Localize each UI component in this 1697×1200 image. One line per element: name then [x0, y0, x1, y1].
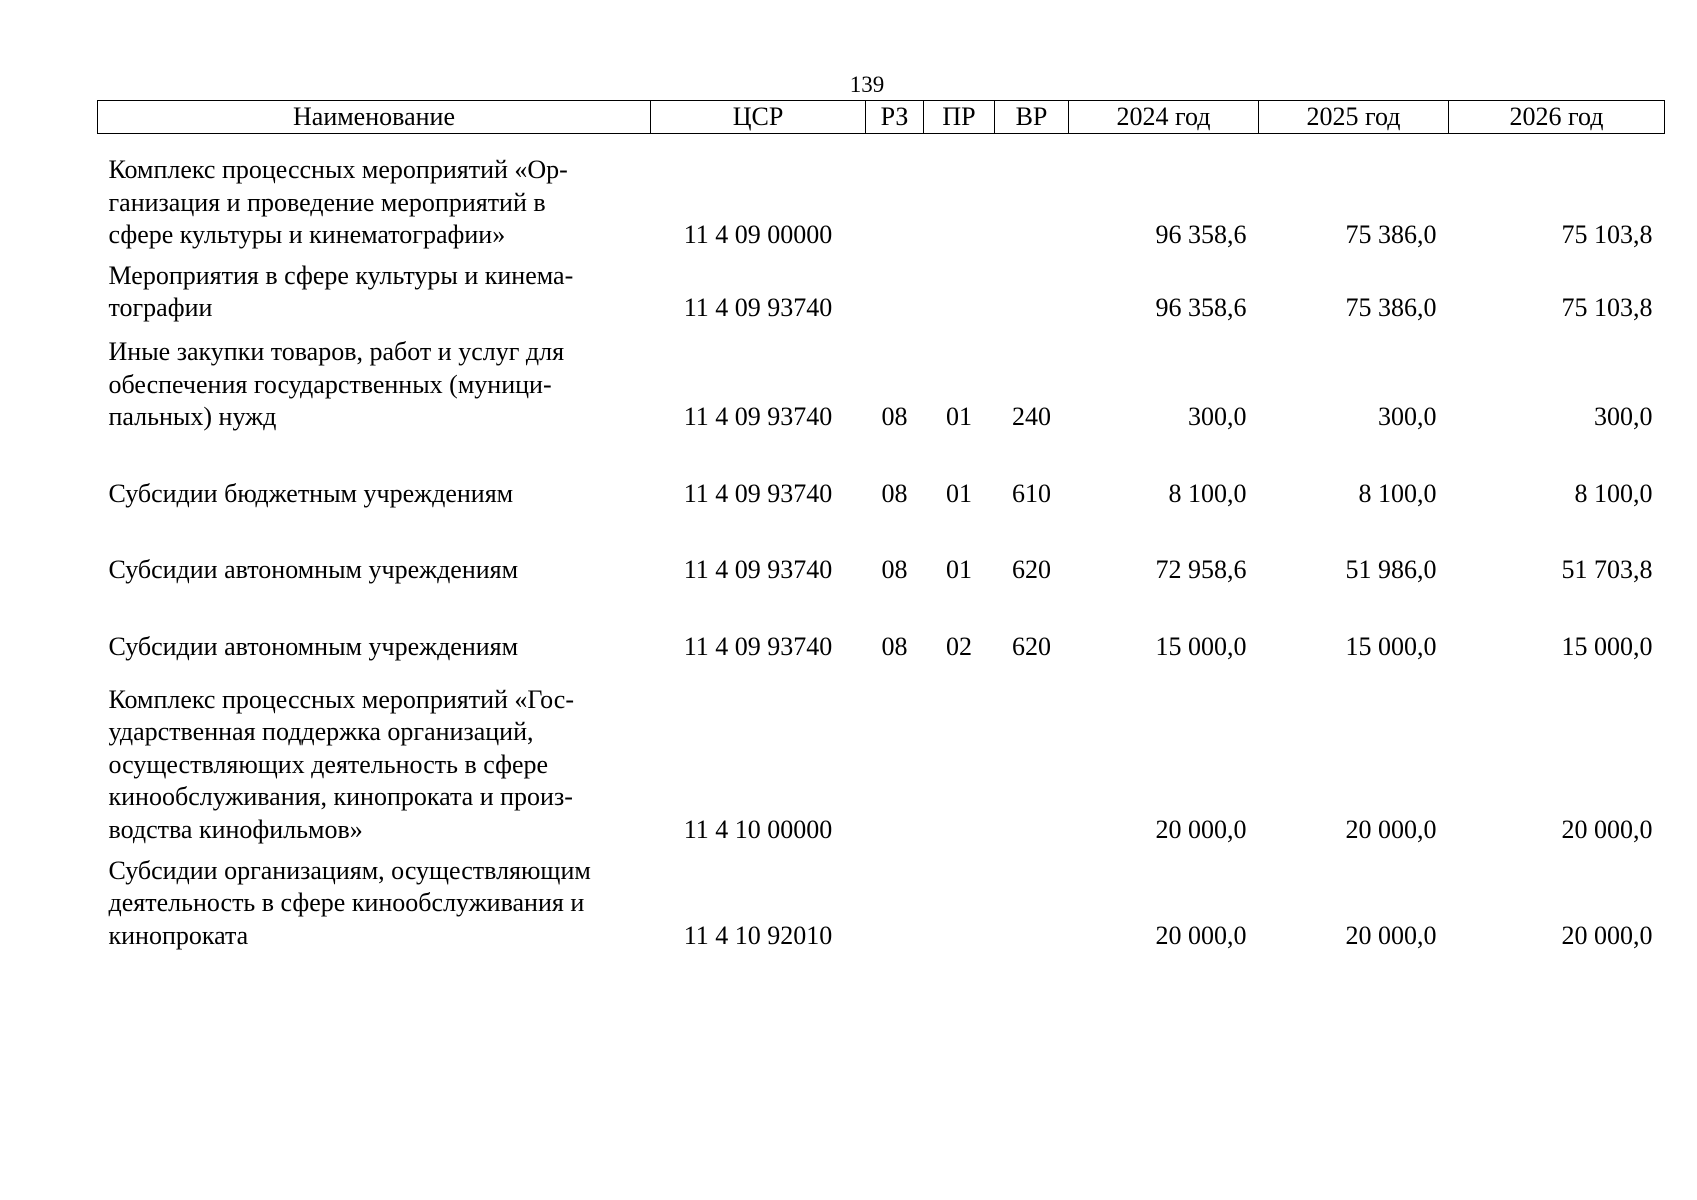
row-name-line: Иные закупки товаров, работ и услуг для — [108, 336, 565, 366]
row-name-line: пальных) нужд — [108, 402, 277, 432]
row-name-line: сфере культуры и кинематографии» — [108, 220, 506, 250]
row-2025: 300,0 — [1378, 402, 1437, 432]
header-2026: 2026 год — [1449, 101, 1665, 134]
row-pr — [924, 847, 995, 953]
row-rz: 08 — [881, 555, 908, 585]
row-pr: 01 — [946, 478, 972, 508]
row-2025: 8 100,0 — [1358, 478, 1437, 508]
row-csr: 11 4 09 93740 — [683, 293, 833, 323]
row-name-line: ударственная поддержка организаций, — [108, 717, 534, 747]
row-pr — [924, 252, 995, 325]
row-csr: 11 4 10 92010 — [683, 920, 833, 950]
row-name-line: Комплекс процессных мероприятий «Гос- — [108, 684, 574, 714]
row-vr — [995, 252, 1069, 325]
row-rz: 08 — [881, 402, 908, 432]
row-csr: 11 4 09 93740 — [683, 402, 833, 432]
table-row — [98, 434, 1665, 511]
row-name — [98, 252, 651, 325]
row-name — [98, 134, 651, 252]
table-row — [98, 664, 1665, 847]
row-2026: 20 000,0 — [1561, 920, 1653, 950]
table-row — [98, 847, 1665, 953]
row-name-line: Комплекс процессных мероприятий «Ор- — [108, 155, 568, 184]
budget-table — [97, 100, 1665, 952]
table-row — [98, 252, 1665, 325]
row-name-line: Субсидии бюджетным учреждениям — [108, 478, 514, 508]
row-2024: 72 958,6 — [1155, 555, 1247, 585]
row-name-line: деятельность в сфере кинообслуживания и — [108, 888, 585, 918]
header-vr: ВР — [995, 101, 1069, 134]
row-csr: 11 4 10 00000 — [683, 814, 833, 844]
row-name — [98, 510, 651, 587]
row-name-line: ганизация и проведение мероприятий в — [108, 187, 546, 217]
row-name — [98, 664, 651, 847]
row-2026: 51 703,8 — [1561, 555, 1653, 585]
row-pr: 02 — [946, 631, 972, 661]
row-2024: 20 000,0 — [1155, 814, 1247, 844]
row-rz: 08 — [881, 478, 908, 508]
row-rz — [866, 847, 924, 953]
row-pr: 01 — [946, 402, 972, 432]
row-vr — [995, 134, 1069, 252]
header-csr: ЦСР — [651, 101, 866, 134]
header-name: Наименование — [98, 101, 651, 134]
row-2025: 51 986,0 — [1345, 555, 1437, 585]
row-name-line: Субсидии автономным учреждениям — [108, 631, 519, 661]
row-name-line: осуществляющих деятельность в сфере — [108, 749, 549, 779]
row-2026: 75 103,8 — [1561, 293, 1653, 323]
row-2026: 75 103,8 — [1561, 220, 1653, 250]
header-rz: РЗ — [866, 101, 924, 134]
header-pr: ПР — [924, 101, 995, 134]
row-2026: 15 000,0 — [1561, 631, 1653, 661]
row-rz — [866, 252, 924, 325]
row-name-line: обеспечения государственных (муници- — [108, 369, 552, 399]
row-vr — [995, 847, 1069, 953]
row-2024: 15 000,0 — [1155, 631, 1247, 661]
row-name — [98, 325, 651, 434]
row-2026: 8 100,0 — [1574, 478, 1653, 508]
row-2024: 8 100,0 — [1168, 478, 1247, 508]
row-vr: 620 — [1012, 631, 1051, 661]
row-2025: 15 000,0 — [1345, 631, 1437, 661]
row-csr: 11 4 09 93740 — [683, 478, 833, 508]
row-name-line: Субсидии автономным учреждениям — [108, 555, 519, 585]
row-vr: 610 — [1012, 478, 1051, 508]
row-2024: 20 000,0 — [1155, 920, 1247, 950]
row-vr: 240 — [1012, 402, 1051, 432]
row-pr: 01 — [946, 555, 972, 585]
row-pr — [924, 664, 995, 847]
row-name-line: кинообслуживания, кинопроката и произ- — [108, 782, 573, 812]
row-name-line: Мероприятия в сфере культуры и кинема- — [108, 260, 574, 290]
row-rz: 08 — [881, 631, 908, 661]
table-row — [98, 325, 1665, 434]
row-rz — [866, 134, 924, 252]
row-name — [98, 587, 651, 664]
row-name-line: тографии — [108, 293, 213, 323]
page-number: 139 — [849, 72, 885, 97]
row-name-line: кинопроката — [108, 920, 249, 950]
row-2026: 20 000,0 — [1561, 814, 1653, 844]
row-vr: 620 — [1012, 555, 1051, 585]
row-2025: 20 000,0 — [1345, 920, 1437, 950]
row-name-line: Субсидии организациям, осуществляющим — [108, 855, 591, 885]
row-2024: 96 358,6 — [1155, 293, 1247, 323]
row-2025: 20 000,0 — [1345, 814, 1437, 844]
row-vr — [995, 664, 1069, 847]
row-csr: 11 4 09 00000 — [683, 220, 833, 250]
header-2024: 2024 год — [1069, 101, 1259, 134]
row-2026: 300,0 — [1594, 402, 1653, 432]
row-name — [98, 847, 651, 953]
row-name-line: водства кинофильмов» — [108, 814, 363, 844]
row-rz — [866, 664, 924, 847]
row-2025: 75 386,0 — [1345, 220, 1437, 250]
row-name — [98, 434, 651, 511]
header-2025: 2025 год — [1259, 101, 1449, 134]
row-pr — [924, 134, 995, 252]
row-2025: 75 386,0 — [1345, 293, 1437, 323]
table-row — [98, 510, 1665, 587]
row-2024: 300,0 — [1188, 402, 1247, 432]
row-csr: 11 4 09 93740 — [683, 555, 833, 585]
table-row — [98, 134, 1665, 252]
row-2024: 96 358,6 — [1155, 220, 1247, 250]
table-row — [98, 587, 1665, 664]
table-header-row — [98, 101, 1665, 134]
row-csr: 11 4 09 93740 — [683, 631, 833, 661]
